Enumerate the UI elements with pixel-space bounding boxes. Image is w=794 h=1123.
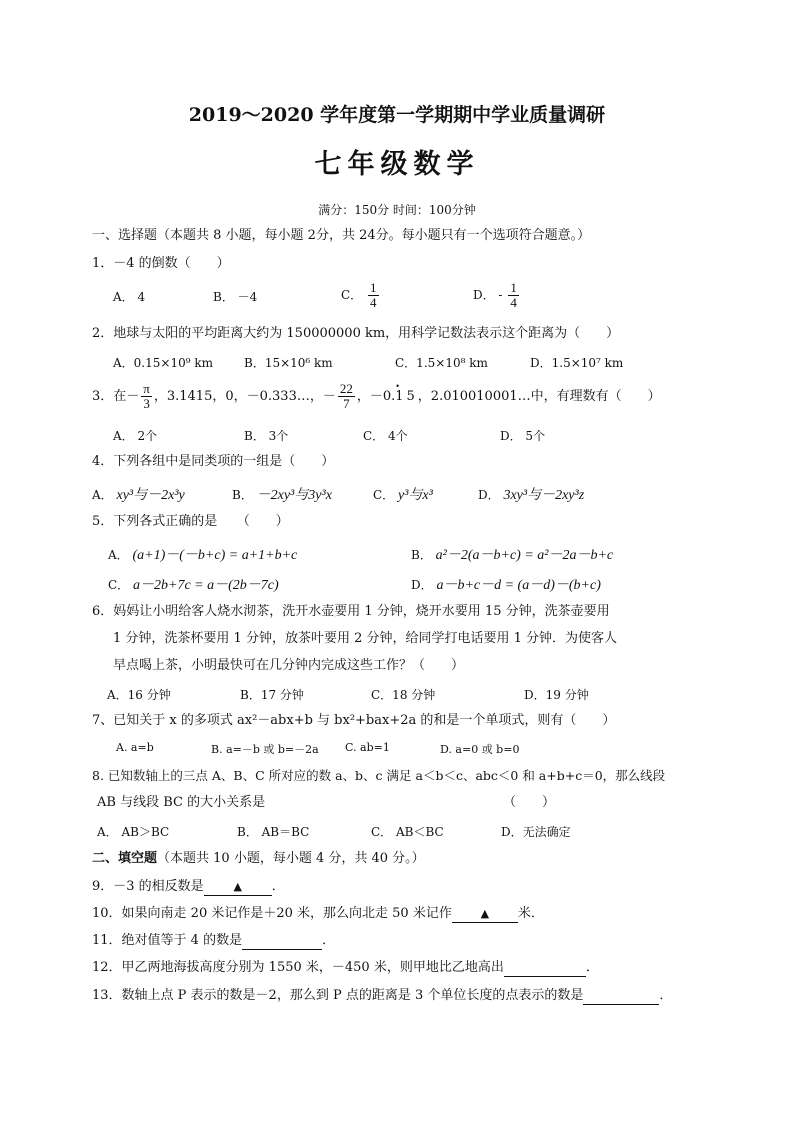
q9-text: 9．－3 的相反数是 [92, 879, 204, 894]
q9-end: ． [271, 879, 285, 894]
q13-blank[interactable] [583, 988, 659, 1005]
q1-d-fraction [508, 281, 519, 310]
q3-repeating-digits: • 15 [395, 380, 418, 414]
q7-option-d: D. a=0 或 b=0 [440, 743, 520, 756]
q12-blank[interactable] [504, 960, 586, 977]
q7-option-b: B. a=－b 或 b=－2a [211, 743, 319, 756]
q5-a-label: A． [108, 548, 129, 562]
exam-title: 2019～2020 学年度第一学期期中学业质量调研 [188, 104, 606, 126]
q11-end: ． [322, 933, 336, 948]
q11 [92, 933, 335, 950]
q1-d-num: 1 [510, 280, 517, 295]
q8-line2: AB 与线段 BC 的大小关系是 [97, 795, 266, 810]
q6-line1: 6．妈妈让小明给客人烧水沏茶，洗开水壶要用 1 分钟，烧开水要用 15 分钟，洗茶壶要用 [92, 604, 610, 619]
q5-d-label: D． [411, 578, 433, 592]
q5-option-a [108, 544, 297, 564]
q3-pi-fraction [141, 382, 152, 411]
q4-option-d [478, 484, 584, 504]
q13-end: ． [659, 988, 673, 1003]
exam-info: 满分：150分 时间：100分钟 [318, 203, 476, 217]
q5-option-c [108, 574, 279, 594]
q3-mid2: ，－0. [356, 389, 396, 404]
q8-line1: 8. 已知数轴上的三点 A、B、C 所对应的数 a、b、c 满足 a＜b＜c、abc＜0 和 a+b+c＝0，那么线段 [92, 768, 666, 783]
q1-d-label: D． - [473, 288, 503, 302]
q1-option-b: B． －4 [213, 290, 258, 304]
q5-b-expr: a²－2(a－b+c) = a²－2a－b+c [435, 548, 614, 563]
q1-c-den: 4 [370, 295, 377, 310]
q12 [92, 960, 599, 977]
q5-c-expr: a－2b+7c = a－(2b－7c) [133, 578, 279, 593]
q8-paren: （ ） [503, 795, 556, 810]
q2-option-d: D．1.5×10⁷ km [530, 356, 624, 370]
q4-a-expr: xy³与－2x³y [116, 488, 185, 503]
q3-option-b: B． 3个 [244, 429, 289, 443]
q10-end: 米． [517, 906, 544, 921]
q2-option-c: C．1.5×10⁸ km [395, 356, 488, 370]
q10-text: 10．如果向南走 20 米记作是＋20 米，那么向北走 50 米记作 [92, 906, 452, 921]
q3-option-c: C． 4个 [363, 429, 408, 443]
q4-d-label: D． [478, 488, 500, 502]
q6-option-c: C．18 分钟 [371, 688, 436, 702]
q13 [92, 988, 672, 1005]
q1-d-den: 4 [510, 295, 517, 310]
triangle-icon: ▲ [233, 880, 242, 893]
q8-option-d: D．无法确定 [501, 825, 571, 839]
q4-d-expr: 3xy³与－2xy³z [503, 488, 585, 503]
q4-stem: 4．下列各组中是同类项的一组是（ ） [92, 454, 335, 469]
q3-stem [92, 380, 661, 414]
q1-stem: 1．－4 的倒数（ ） [92, 256, 230, 271]
q1-option-a: A． 4 [113, 290, 146, 304]
q3-option-a: A． 2个 [113, 429, 158, 443]
q10-blank[interactable] [452, 906, 518, 923]
q10 [92, 906, 544, 923]
q7-option-c: C. ab=1 [345, 741, 390, 754]
q2-option-a: A．0.15×10⁹ km [113, 356, 213, 370]
q7-stem: 7、已知关于 x 的多项式 ax²－abx+b 与 bx²+bax+2a 的和是一个单项式，则有（ ） [92, 713, 616, 728]
q4-c-label: C． [373, 488, 395, 502]
q7-option-a: A. a=b [116, 741, 154, 754]
triangle-icon: ▲ [480, 907, 490, 920]
exam-subject: 七年级数学 [314, 149, 480, 180]
q3-pi-num: π [143, 381, 150, 396]
q5-d-expr: a－b+c－d = (a－d)－(b+c) [436, 578, 601, 593]
q3-22-7-fraction [338, 382, 355, 411]
q1-option-d [473, 281, 521, 310]
q1-c-label: C． [341, 288, 363, 302]
q5-b-label: B． [411, 548, 432, 562]
q12-text: 12．甲乙两地海拔高度分别为 1550 米，－450 米，则甲地比乙地高出 [92, 960, 504, 975]
q4-b-expr: －2xy³与3y³x [256, 488, 332, 503]
q4-a-label: A． [92, 488, 113, 502]
q3-f-den: 7 [343, 396, 350, 411]
q9 [92, 879, 285, 896]
q3-pi-den: 3 [143, 396, 150, 411]
q11-text: 11．绝对值等于 4 的数是 [92, 933, 243, 948]
section2-heading [92, 851, 425, 867]
section2-heading-rest: （本题共 10 小题，每小题 4 分，共 40 分。） [157, 851, 425, 866]
q13-text: 13．数轴上点 P 表示的数是－2，那么到 P 点的距离是 3 个单位长度的点表示的数是 [92, 988, 584, 1003]
q3-f-num: 22 [339, 381, 353, 396]
q3-option-d: D． 5个 [500, 429, 546, 443]
q1-c-num: 1 [370, 280, 377, 295]
q5-a-expr: (a+1)－(－b+c) = a+1+b+c [132, 548, 298, 563]
q6-line2: 1 分钟，洗茶杯要用 1 分钟，放茶叶要用 2 分钟，给同学打电话要用 1 分钟．为使客人 [113, 631, 618, 646]
section1-heading: 一、选择题（本题共 8 小题，每小题 2分，共 24分。每小题只有一个选项符合题意。） [92, 228, 591, 243]
q6-option-b: B．17 分钟 [240, 688, 304, 702]
q12-end: ． [585, 960, 599, 975]
q2-stem: 2．地球与太阳的平均距离大约为 150000000 km，用科学记数法表示这个距离为（ ） [92, 326, 620, 341]
q4-c-expr: y³与x³ [398, 488, 433, 503]
q6-option-d: D．19 分钟 [524, 688, 589, 702]
q4-option-c [373, 484, 433, 504]
q3-tail: ，2.010010001…中，有理数有（ ） [417, 389, 661, 404]
q1-option-c [341, 281, 381, 310]
q5-option-d [411, 574, 601, 594]
q5-option-b [411, 544, 613, 564]
q9-blank[interactable] [204, 879, 272, 896]
q8-option-b: B． AB＝BC [237, 825, 310, 839]
q11-blank[interactable] [242, 933, 322, 950]
q6-option-a: A．16 分钟 [107, 688, 171, 702]
q3-mid1: ，3.1415，0，－0.333…，－ [153, 389, 336, 404]
q4-option-a [92, 484, 185, 504]
q8-option-a: A． AB＞BC [97, 825, 170, 839]
q4-option-b [232, 484, 332, 504]
q2-option-b: B．15×10⁶ km [244, 356, 333, 370]
q3-lead: 3．在－ [92, 389, 140, 404]
q4-b-label: B． [232, 488, 253, 502]
q5-stem: 5．下列各式正确的是 （ ） [92, 514, 289, 529]
q6-line3: 早点喝上茶，小明最快可在几分钟内完成这些工作？（ ） [113, 658, 465, 673]
q5-c-label: C． [108, 578, 130, 592]
q1-c-fraction [368, 281, 379, 310]
section2-heading-bold: 二、填空题 [92, 851, 158, 866]
q8-option-c: C． AB＜BC [371, 825, 444, 839]
